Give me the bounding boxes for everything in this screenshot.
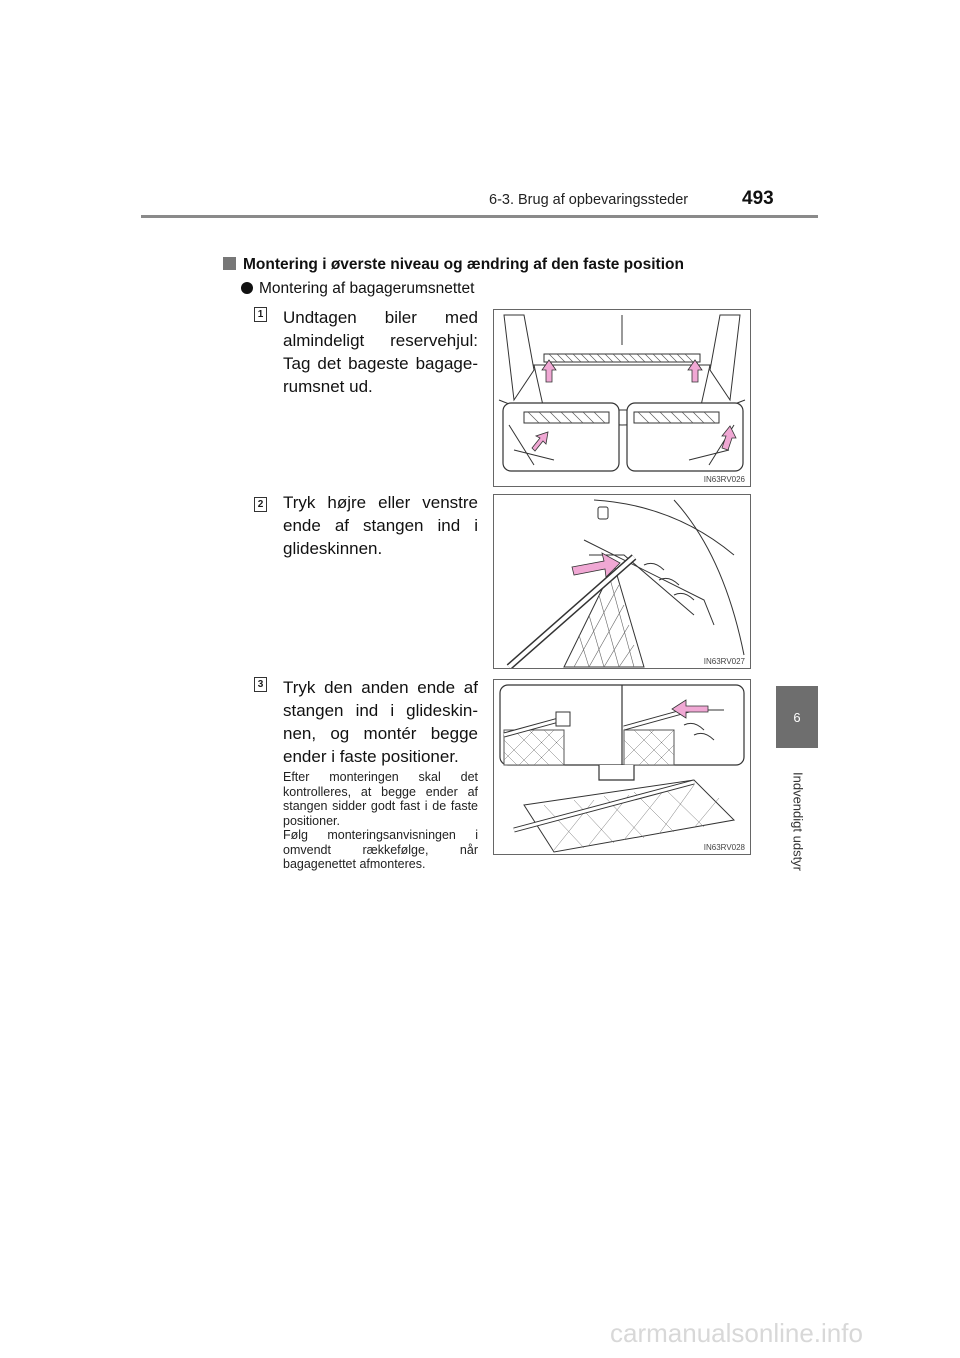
step-number-2: 2 (254, 497, 267, 512)
heading-text: Montering i øverste niveau og ændring af den faste position (243, 256, 684, 273)
section-heading (223, 256, 684, 274)
figure-remove-rear-net (493, 309, 751, 487)
step-text-3: Tryk den anden ende af stangen ind i glideskinnen, og montér begge ender i faste positioner. (283, 678, 478, 766)
note-paragraph-1: Efter monteringen skal det kontrolleres, at begge ender af stangen sidder godt fast i de faste positioner. (283, 770, 478, 828)
figure-code: IN63RV028 (703, 843, 745, 852)
arrow-icon (542, 360, 556, 382)
figure-insert-bar-end (493, 494, 751, 669)
section-title: 6-3. Brug af opbevaringssteder (489, 192, 689, 208)
circle-bullet-icon (241, 282, 253, 294)
step-text-2: Tryk højre eller venstre ende af stangen ind i glideskinnen. (283, 493, 478, 558)
note (283, 770, 478, 872)
watermark-text: carmanualsonline.info (610, 1318, 863, 1348)
page-number: 493 (742, 188, 774, 209)
header-divider (141, 215, 818, 218)
figure-mount-both-ends (493, 679, 751, 855)
step-number-3: 3 (254, 677, 267, 692)
step-number-1: 1 (254, 307, 267, 322)
figure-code: IN63RV027 (703, 657, 745, 666)
chapter-title: Indvendigt udstyr (790, 771, 806, 871)
chapter-number: 6 (793, 709, 801, 725)
figure-code: IN63RV026 (703, 475, 745, 484)
subheading-text: Montering af bagagerumsnettet (259, 280, 475, 297)
subheading (241, 280, 474, 298)
step-text-1: Undtagen biler med almindeligt reservehjul: Tag det bageste bagagerumsnet ud. (283, 308, 478, 396)
chapter-tab[interactable] (776, 686, 818, 748)
note-paragraph-2: Følg monteringsanvisningen i omvendt rækkefølge, når bagagenettet afmonteres. (283, 828, 478, 871)
watermark-logo (0, 1300, 960, 1358)
square-bullet-icon (223, 257, 236, 270)
arrow-icon (688, 360, 702, 382)
